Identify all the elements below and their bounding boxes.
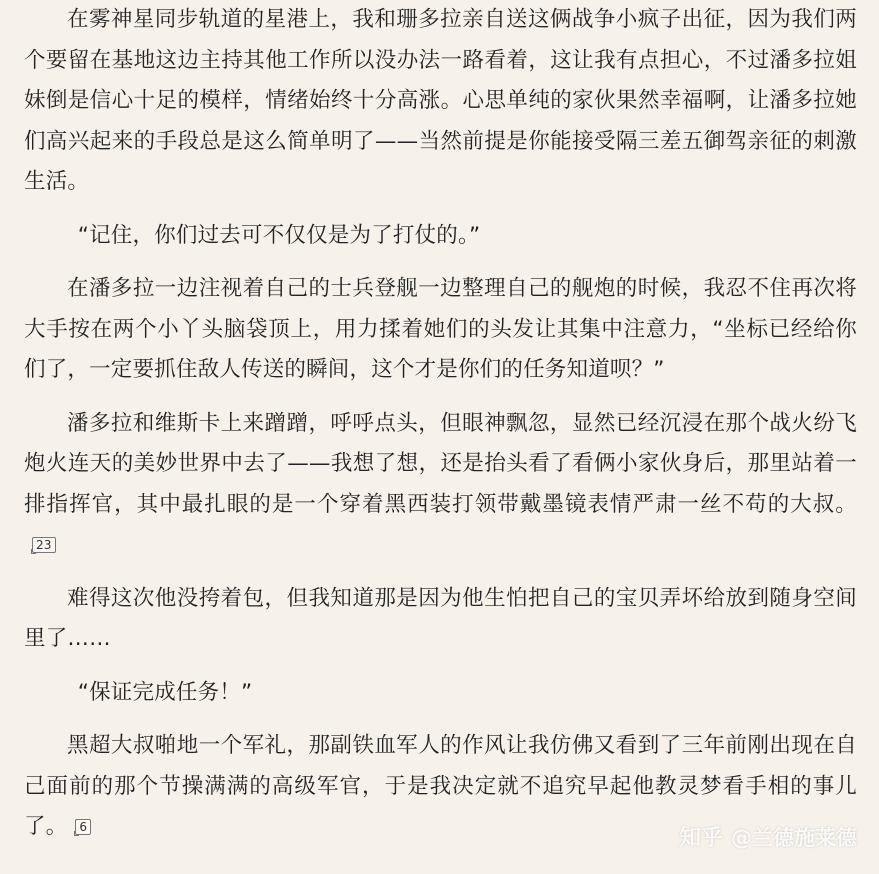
paragraph-5 [24,579,857,660]
paragraph-text: “保证完成任务！” [77,679,253,705]
paragraph-text: 在雾神星同步轨道的星港上，我和珊多拉亲自送这俩战争小疯子出征，因为我们两个要留在基地这边主持其他工作所以没办法一路看着，这让我有点担心，不过潘多拉姐妹倒是信心十足的模样，情绪始终十分高涨。心思单纯的家伙果然幸福啊，让潘多拉她们高兴起来的手段总是这么简单明了——当然前提是你能接受隔三差五御驾亲征的刺激生活。 [24,7,857,194]
comment-count-badge[interactable]: 6 [75,819,91,835]
comment-count-badge[interactable]: 23 [32,537,56,553]
paragraph-3 [24,269,857,391]
watermark [679,821,857,852]
paragraph-text: 潘多拉和维斯卡上来蹭蹭，呼呼点头，但眼神飘忽，显然已经沉浸在那个战火纷飞炮火连天的美妙世界中去了——我想了想，还是抬头看了看俩小家伙身后，那里站着一排指挥官，其中最扎眼的是一个穿着黑西装打领带戴墨镜表情严肃一丝不苟的大叔。 [24,410,857,517]
zhihu-logo: 知乎 [678,826,723,851]
paragraph-6 [24,673,857,714]
paragraph-text: 难得这次他没挎着包，但我知道那是因为他生怕把自己的宝贝弄坏给放到随身空间里了…… [24,585,857,651]
watermark-username: @兰德施莱德 [731,825,857,850]
paragraph-4 [24,404,857,566]
paragraph-text: “记住，你们过去可不仅仅是为了打仗的。” [77,222,481,248]
paragraph-text: 黑超大叔啪地一个军礼，那副铁血军人的作风让我仿佛又看到了三年前刚出现在自己面前的那个节操满满的高级军官，于是我决定就不追究早起他教灵梦看手相的事儿了。 [24,733,857,839]
paragraph-2 [24,216,857,257]
paragraph-text: 在潘多拉一边注视着自己的士兵登舰一边整理自己的舰炮的时候，我忍不住再次将大手按在两个小丫头脑袋顶上，用力揉着她们的头发让其集中注意力，“坐标已经给你们了，一定要抓住敌人传送的瞬间，这个才是你们的任务知道呗？” [24,276,857,382]
paragraph-1 [24,0,857,203]
